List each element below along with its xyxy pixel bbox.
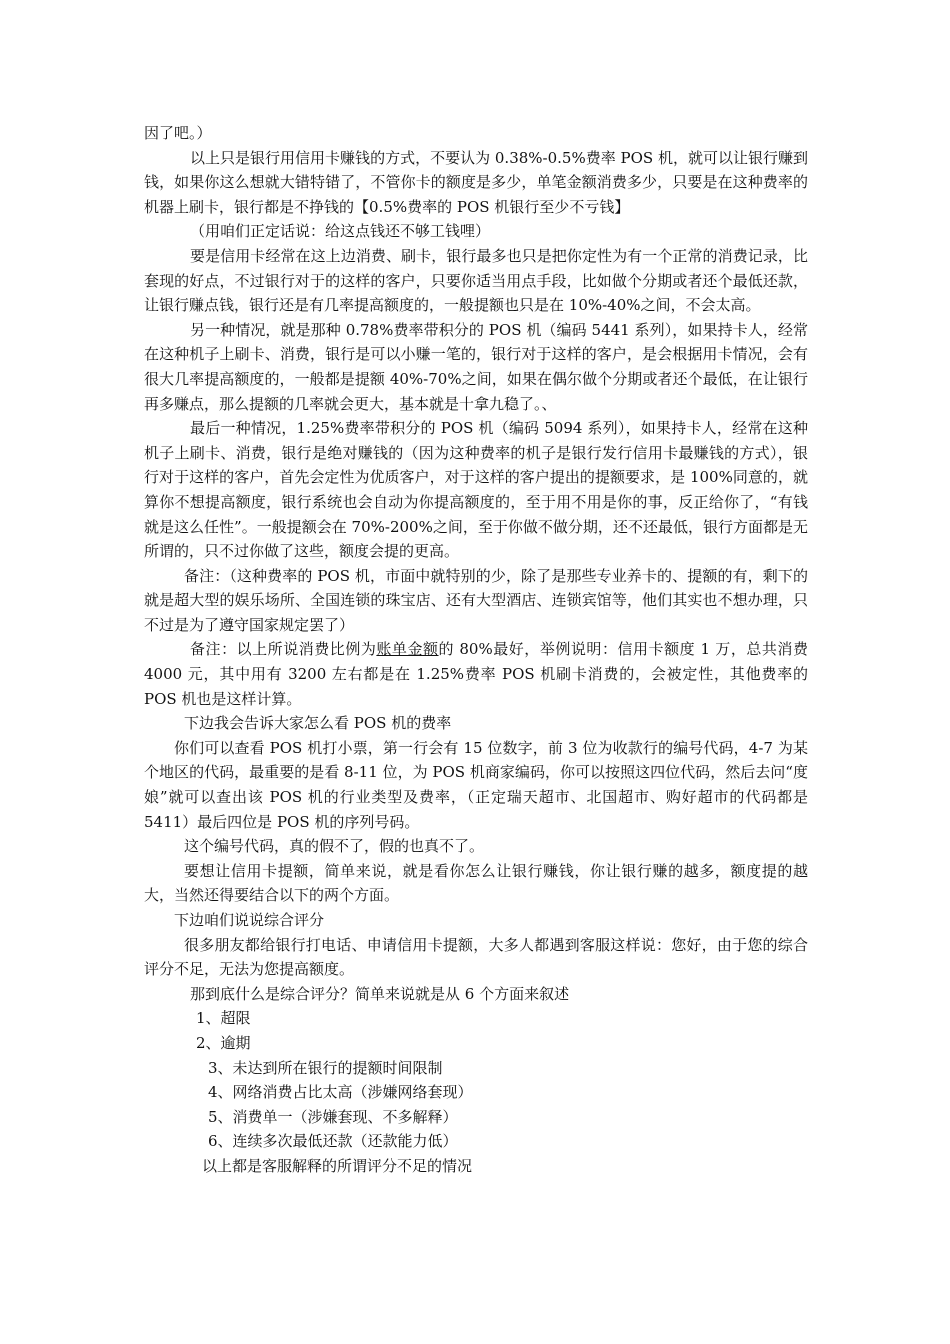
paragraph xyxy=(144,637,808,711)
section-heading: 下边我会告诉大家怎么看 POS 机的费率 xyxy=(184,714,452,733)
paragraph: 要想让信用卡提额，简单来说，就是看你怎么让银行赚钱，你让银行赚的越多，额度提的越大，当然还得要结合以下的两个方面。 xyxy=(144,861,808,905)
paragraph: 以上只是银行用信用卡赚钱的方式，不要认为 0.38%-0.5%费率 POS 机，就可以让银行赚到钱，如果你这么想就大错特错了，不管你卡的额度是多少，单笔金额消费多少，只要是在这种费率的机器上刷卡，银行都是不挣钱的【0.5%费率的 POS 机银行至少不亏钱】 xyxy=(144,148,808,216)
paragraph: 很多朋友都给银行打电话、申请信用卡提额，大多人都遇到客服这样说：您好，由于您的综合评分不足，无法为您提高额度。 xyxy=(144,935,808,979)
paragraph-text: 备注：以上所说消费比例为 xyxy=(190,640,377,659)
document-body xyxy=(144,121,808,1179)
paragraph: 另一种情况，就是那种 0.78%费率带积分的 POS 机（编码 5441 系列），如果持卡人，经常在这种机子上刷卡、消费，银行是可以小赚一笔的，银行对于这样的客户，是会根据用卡情况，会有很大几率提高额度的，一般都是提额 40%-70%之间，如果在偶尔做个分期或者还个最低，在让银行再多赚点，那么提额的几率就会更大，基本就是十拿九稳了。、 xyxy=(144,320,808,413)
paragraph-text: 的 80%最好，举例说明：信用卡额度 1 万，总共消费 4000 元，其中用有 3200 左右都是在 1.25%费率 POS 机刷卡消费的，会被定性，其他费率的 POS 机也是这样计算。 xyxy=(144,640,808,708)
paragraph: 备注：（这种费率的 POS 机，市面中就特别的少，除了是那些专业养卡的、提额的有，剩下的就是超大型的娱乐场所、全国连锁的珠宝店、还有大型酒店、连锁宾馆等，他们其实也不想办理，只不过是为了遵守国家规定罢了） xyxy=(144,566,808,634)
paragraph: 那到底什么是综合评分？简单来说就是从 6 个方面来叙述 xyxy=(190,984,570,1003)
paragraph: 这个编号代码，真的假不了，假的也真不了。 xyxy=(184,837,485,856)
paragraph: 你们可以查看 POS 机打小票，第一行会有 15 位数字，前 3 位为收款行的编号代码，4-7 为某个地区的代码，最重要的是看 8-11 位，为 POS 机商家编码，你可以按照这四位代码，然后去问“度娘”就可以查出该 POS 机的行业类型及费率，（正定瑞天超市、北国超市、购好超市的代码都是 5411）最后四位是 POS 机的序列号码。 xyxy=(144,738,808,831)
paragraph: （用咱们正定话说：给这点钱还不够工钱哩） xyxy=(190,222,491,241)
list-item: 3、未达到所在银行的提额时间限制 xyxy=(208,1058,443,1077)
section-heading: 下边咱们说说综合评分 xyxy=(174,911,325,929)
paragraph: 以上都是客服解释的所谓评分不足的情况 xyxy=(202,1156,473,1175)
paragraph: 要是信用卡经常在这上边消费、刷卡，银行最多也只是把你定性为有一个正常的消费记录，比套现的好点，不过银行对于的这样的客户，只要你适当用点手段，比如做个分期或者还个最低还款，让银行赚点钱，银行还是有几率提高额度的，一般提额也只是在 10%-40%之间，不会太高。 xyxy=(144,246,808,315)
list-item: 4、网络消费占比太高（涉嫌网络套现） xyxy=(208,1083,473,1102)
list-item: 6、连续多次最低还款（还款能力低） xyxy=(208,1132,458,1151)
paragraph: 最后一种情况，1.25%费率带积分的 POS 机（编码 5094 系列），如果持卡人，经常在这种机子上刷卡、消费，银行是绝对赚钱的（因为这种费率的机子是银行发行信用卡最赚钱的方式），银行对于这样的客户，首先会定性为优质客户，对于这样的客户提出的提额要求，是 100%同意的，就算你不想提高额度，银行系统也会自动为你提高额度的，至于用不用是你的事，反正给你了，“有钱就是这么任性”。一般提额会在 70%-200%之间，至于你做不做分期，还不还最低，银行方面都是无所谓的，只不过你做了这些，额度会提的更高。 xyxy=(144,419,808,561)
list-item: 2、逾期 xyxy=(196,1033,251,1052)
list-item: 1、超限 xyxy=(196,1009,251,1028)
paragraph: 因了吧。） xyxy=(144,124,212,142)
list-item: 5、消费单一（涉嫌套现、不多解释） xyxy=(208,1107,458,1126)
underlined-term: 账单金额 xyxy=(376,640,439,659)
